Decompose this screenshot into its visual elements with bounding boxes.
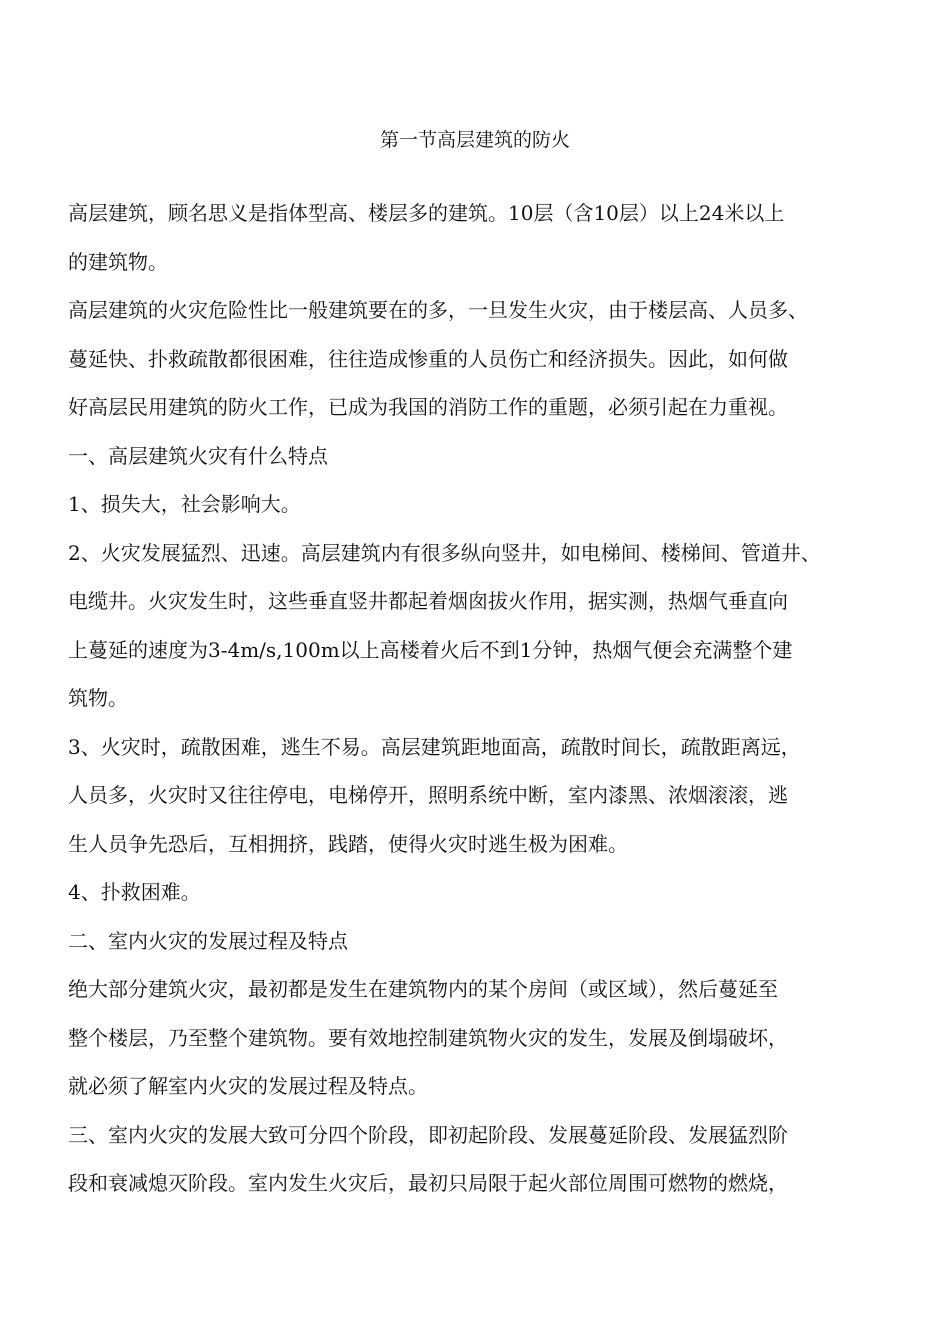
text-line: 就必须了解室内火灾的发展过程及特点。 — [68, 1074, 428, 1098]
text-line: 整个楼层，乃至整个建筑物。要有效地控制建筑物火灾的发生，发展及倒塌破坏， — [68, 1025, 788, 1050]
text-line: 2、火灾发展猛烈、迅速。高层建筑内有很多纵向竖井，如电梯间、楼梯间、管道井、 — [68, 540, 821, 565]
text-line: 蔓延快、扑救疏散都很困难，往往造成惨重的人员伤亡和经济损失。因此，如何做 — [68, 346, 788, 371]
text-line: 段和衰减熄灭阶段。室内发生火灾后，最初只局限于起火部位周围可燃物的燃烧， — [68, 1171, 788, 1195]
section-heading-3: 三、室内火灾的发展大致可分四个阶段，即初起阶段、发展蔓延阶段、发展猛烈阶 — [68, 1122, 788, 1147]
text-line: 绝大部分建筑火灾，最初都是发生在建筑物内的某个房间（或区域），然后蔓延至 — [68, 977, 778, 1001]
text-line: 人员多，火灾时又往往停电，电梯停开，照明系统中断，室内漆黑、浓烟滚滚，逃 — [68, 783, 788, 807]
section-heading-1: 一、高层建筑火灾有什么特点 — [68, 443, 328, 468]
body-text — [68, 196, 874, 1215]
text-line: 好高层民用建筑的防火工作，已成为我国的消防工作的重题，必须引起在力重视。 — [68, 395, 788, 419]
section-heading-2: 二、室内火灾的发展过程及特点 — [68, 928, 348, 953]
text-line: 上蔓延的速度为3-4m/s,100m以上高楼着火后不到1分钟，热烟气便会充满整个建 — [68, 637, 793, 662]
text-line: 电缆井。火灾发生时，这些垂直竖井都起着烟囱拔火作用，据实测，热烟气垂直向 — [68, 589, 788, 613]
text-line: 高层建筑的火灾危险性比一般建筑要在的多，一旦发生火灾，由于楼层高、人员多、 — [68, 298, 808, 322]
text-line: 1、损失大，社会影响大。 — [68, 492, 301, 516]
text-line: 的建筑物。 — [68, 249, 168, 274]
text-line: 筑物。 — [68, 686, 128, 710]
text-line: 生人员争先恐后，互相拥挤，践踏，使得火灾时逃生极为困难。 — [68, 831, 628, 856]
text-line: 4、扑救困难。 — [68, 880, 201, 904]
text-line: 高层建筑，顾名思义是指体型高、楼层多的建筑。10层（含10层）以上24米以上 — [68, 201, 785, 225]
text-line: 3、火灾时，疏散困难，逃生不易。高层建筑距地面高，疏散时间长，疏散距离远， — [68, 734, 801, 759]
page-title: 第一节高层建筑的防火 — [379, 129, 570, 151]
